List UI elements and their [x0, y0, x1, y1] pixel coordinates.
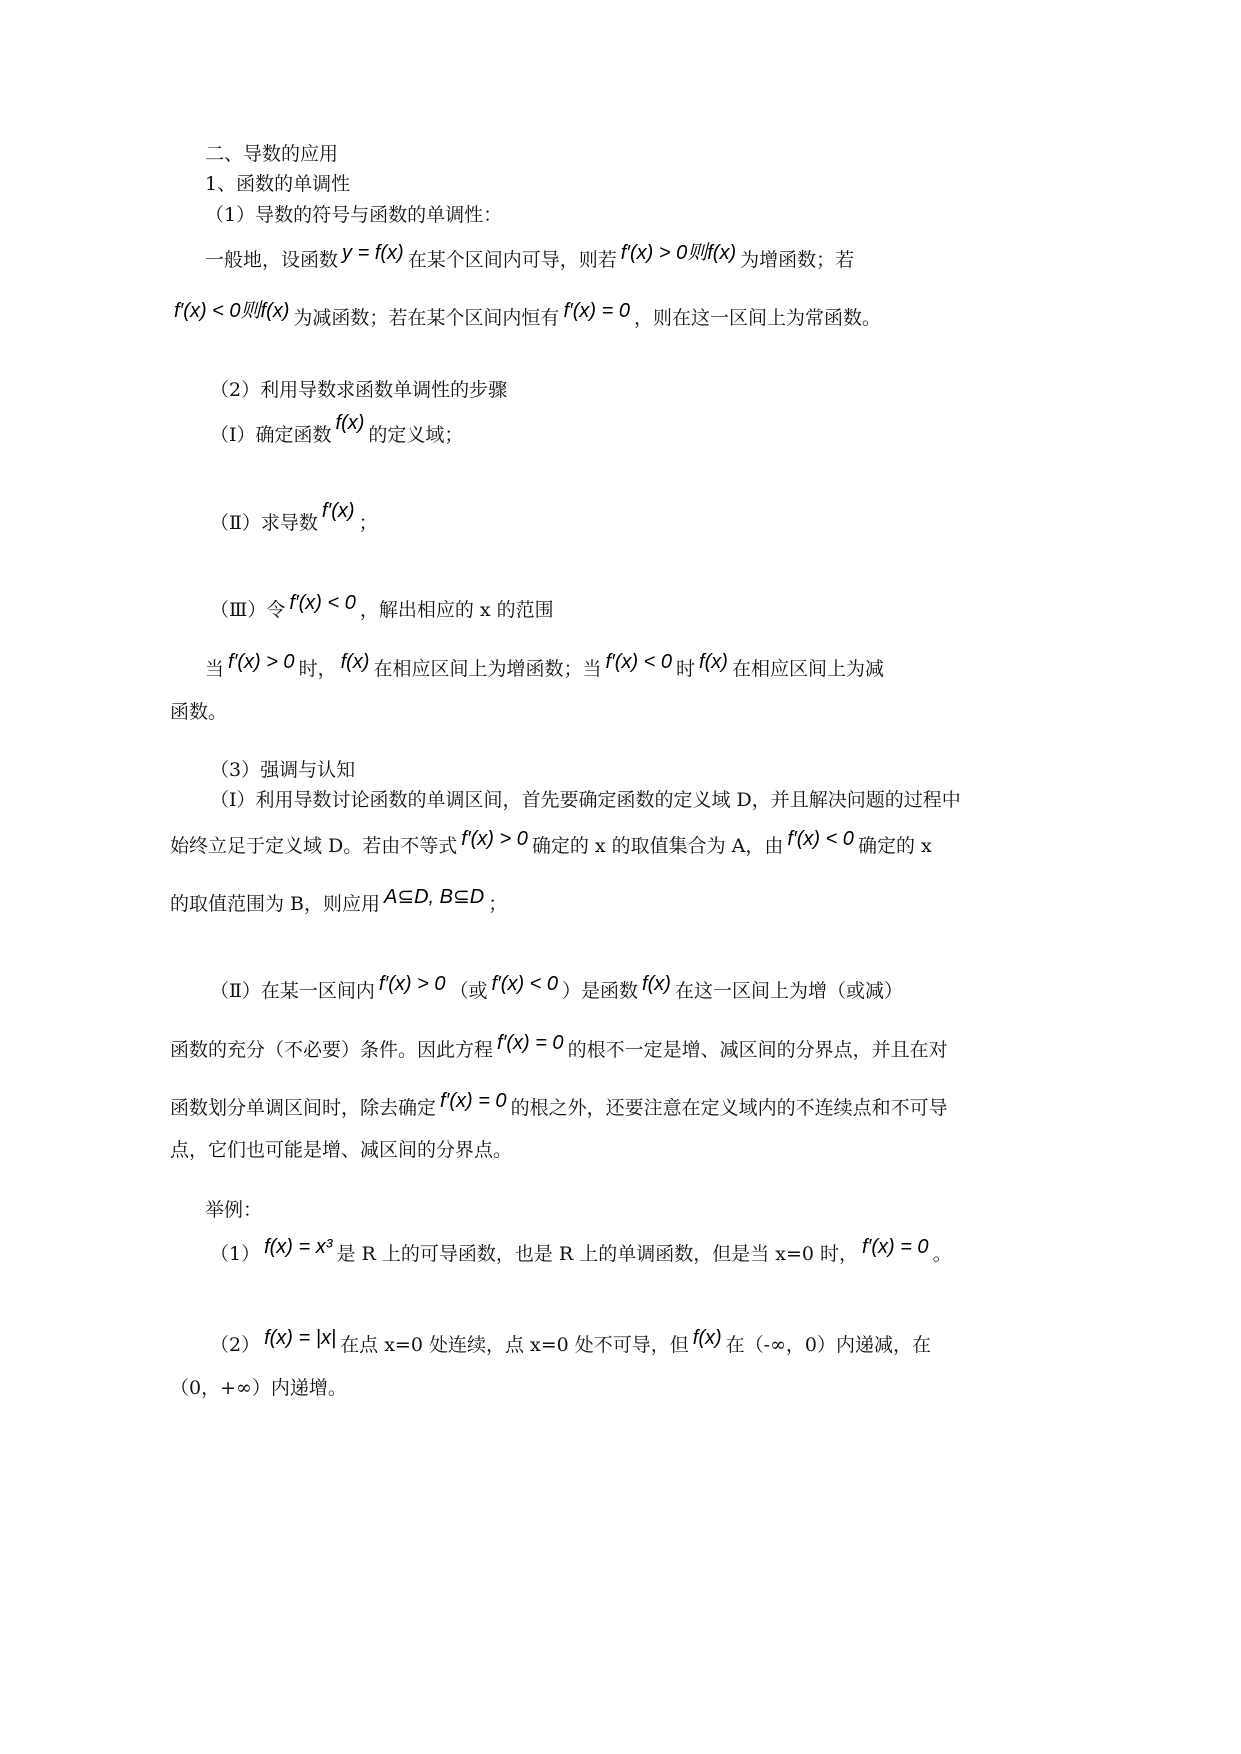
math-formula: f′(x) < 0	[605, 651, 673, 673]
paragraph-line: 函数。	[170, 701, 228, 723]
paragraph-heading: （1）导数的符号与函数的单调性：	[205, 204, 503, 226]
paragraph-heading: （3）强调与认知	[210, 759, 356, 781]
paragraph-line: （Ⅱ）在某一区间内 f′(x) > 0 （或 f′(x) < 0 ）是函数 f(x) 在这一区间上为增（或减）	[210, 973, 903, 1002]
paragraph-heading: （2）利用导数求函数单调性的步骤	[210, 379, 508, 401]
paragraph-line: 的取值范围为 B，则应用 A⊆D, B⊆D ；	[170, 886, 508, 915]
paragraph-line: 一般地，设函数 y = f(x) 在某个区间内可导，则若 f′(x) > 0则f(x) 为增函数；若	[205, 242, 855, 271]
paragraph-line: 函数的充分（不必要）条件。因此方程 f′(x) = 0 的根不一定是增、减区间的分界点，并且在对	[170, 1032, 948, 1061]
math-formula: f′(x) > 0	[378, 973, 446, 995]
paragraph-line: 点，它们也可能是增、减区间的分界点。	[170, 1139, 513, 1161]
math-formula: f(x)	[692, 1327, 722, 1349]
step-line: （Ⅰ）确定函数f(x)的定义域；	[210, 412, 464, 446]
math-formula: f′(x) > 0	[228, 651, 295, 673]
paragraph-line: 函数划分单调区间时，除去确定 f′(x) = 0 的根之外，还要注意在定义域内的不连续点和不可导	[170, 1090, 948, 1119]
math-formula: f′(x) = 0	[440, 1090, 507, 1112]
math-formula: f′(x)	[321, 500, 355, 522]
paragraph-line: 当 f′(x) > 0 时， f(x) 在相应区间上为增函数；当 f′(x) < 0 时 f(x) 在相应区间上为减	[205, 651, 884, 680]
math-formula: f(x)	[335, 412, 365, 434]
math-formula: f(x)	[340, 651, 370, 673]
math-formula: f′(x) = 0	[563, 300, 630, 322]
math-formula: f′(x) < 0	[491, 973, 559, 995]
math-formula: f(x)	[642, 973, 671, 995]
math-formula: A⊆D, B⊆D	[384, 886, 485, 908]
paragraph-heading: 举例：	[205, 1199, 263, 1221]
subsection-heading: 1、函数的单调性	[205, 173, 351, 195]
example-line: （2） f(x) = |x| 在点 x=0 处连续，点 x=0 处不可导，但 f(x) 在（-∞，0）内递减，在	[210, 1327, 931, 1356]
math-formula: f(x) = |x|	[264, 1327, 337, 1349]
paragraph-line: 始终立足于定义域 D。若由不等式 f′(x) > 0 确定的 x 的取值集合为 A，由 f′(x) < 0 确定的 x	[170, 828, 932, 857]
math-formula: f(x)	[699, 651, 728, 673]
example-line: （0，+∞）内递增。	[170, 1377, 347, 1399]
math-formula: f′(x) < 0	[787, 828, 854, 850]
math-formula: y = f(x)	[342, 242, 404, 264]
step-line: （Ⅲ）令 f′(x) < 0 ，解出相应的 x 的范围	[210, 592, 554, 621]
math-formula: f′(x) = 0	[497, 1032, 564, 1054]
math-formula: f′(x) < 0	[289, 592, 356, 614]
math-formula: f′(x) = 0	[862, 1236, 929, 1258]
step-line: （Ⅱ）求导数f′(x)；	[210, 500, 378, 534]
paragraph-line: （Ⅰ）利用导数讨论函数的单调区间，首先要确定函数的定义域 D，并且解决问题的过程中	[210, 789, 961, 811]
math-formula: f′(x) > 0	[461, 828, 528, 850]
section-heading: 二、导数的应用	[205, 143, 339, 165]
example-line: （1） f(x) = x³ 是 R 上的可导函数，也是 R 上的单调函数，但是当 x=0 时， f′(x) = 0 。	[210, 1236, 952, 1265]
math-formula: f′(x) < 0则f(x)	[174, 300, 290, 322]
math-formula: f(x) = x³	[264, 1236, 333, 1258]
paragraph-line: f′(x) < 0则f(x) 为减函数；若在某个区间内恒有 f′(x) = 0 ，则在这一区间上为常函数。	[174, 300, 881, 329]
math-formula: f′(x) > 0则f(x)	[620, 242, 737, 264]
